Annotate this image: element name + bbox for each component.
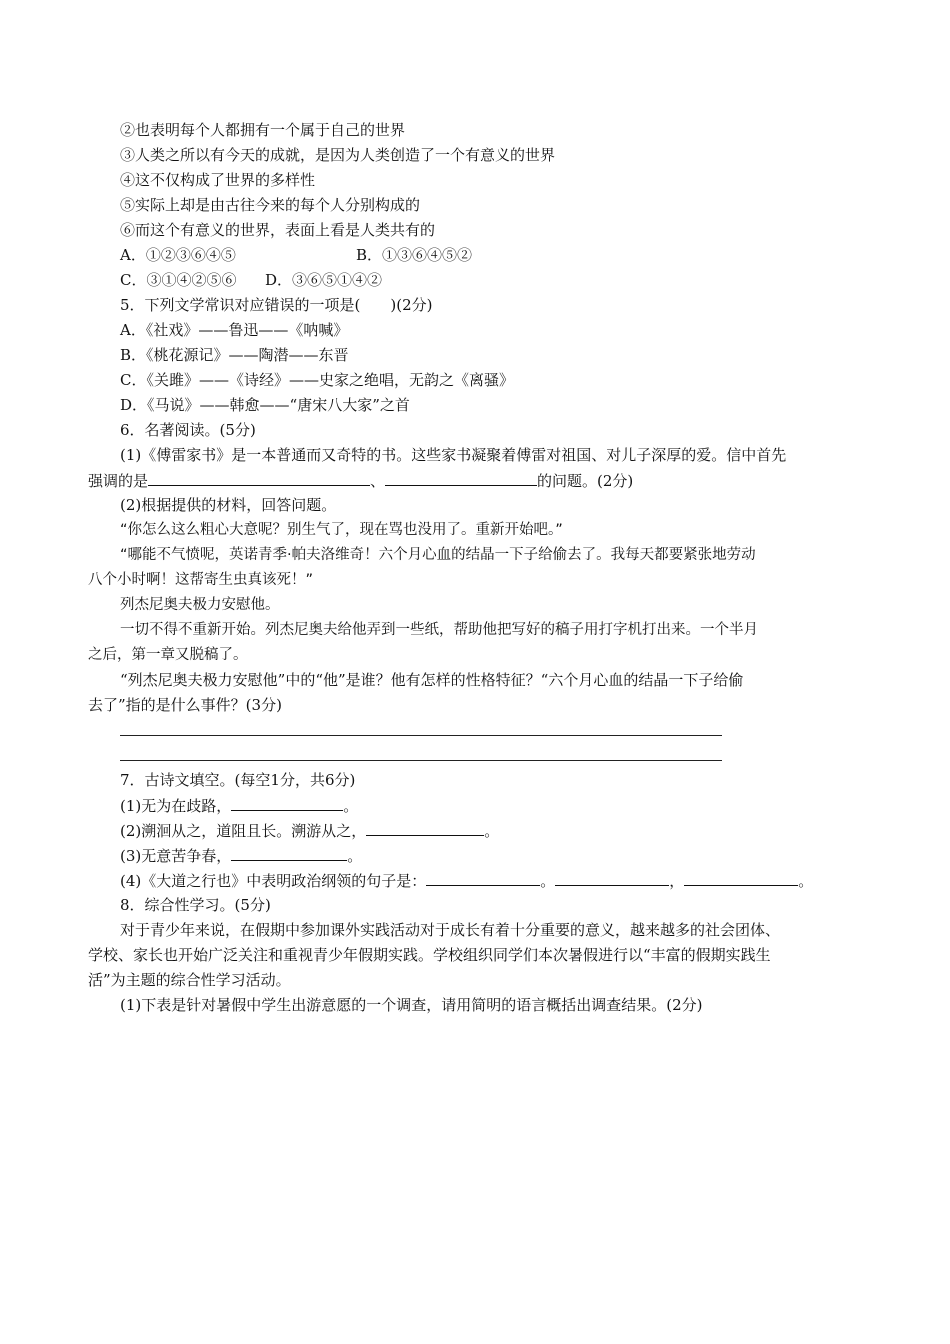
q7-line-4-end: 。 [798, 872, 814, 890]
q7-blank-3[interactable] [231, 845, 347, 861]
q6-quote-4-line1: 一切不得不重新开始。列杰尼奥夫给他弄到一些纸，帮助他把写好的稿子用打字机打出来。一个半月 [120, 622, 758, 638]
q6-answer-blank-1[interactable] [148, 470, 370, 486]
q7-line-2 [120, 820, 499, 840]
q7-line-1-text: (1)无为在歧路， [120, 797, 232, 815]
q5-stem: 5．下列文学常识对应错误的一项是( )(2分) [120, 296, 433, 314]
q7-line-3 [120, 845, 362, 865]
q7-blank-5[interactable] [555, 870, 669, 886]
q7-line-2-text: (2)溯洄从之，道阻且长。溯游从之， [120, 822, 367, 840]
q6-part1-line2 [88, 470, 633, 490]
q6-answer-blank-2[interactable] [385, 470, 537, 486]
q8-para-line2: 学校、家长也开始广泛关注和重视青少年假期实践。学校组织同学们本次暑假进行以“丰富的假期实践生 [88, 946, 771, 964]
q5-option-a: A．《社戏》——鲁迅——《呐喊》 [120, 321, 349, 339]
q7-line-3-text: (3)无意苦争春， [120, 847, 232, 865]
q6-quote-1: “你怎么这么粗心大意呢？别生气了，现在骂也没用了。重新开始吧。” [120, 522, 563, 538]
q6-part1-pre: 强调的是 [88, 472, 149, 490]
q7-line-1-end: 。 [343, 797, 359, 815]
q8-stem: 8．综合性学习。(5分) [120, 896, 271, 914]
q5-option-c: C．《关雎》——《诗经》——史家之绝唱，无韵之《离骚》 [120, 371, 514, 389]
q4-option-c: C．③①④②⑤⑥ [120, 271, 237, 289]
q6-quote-2-line2: 八个小时啊！这帮寄生虫真该死！” [88, 572, 314, 588]
q8-para-line3: 活”为主题的综合性学习活动。 [88, 971, 291, 989]
q7-blank-6[interactable] [684, 870, 798, 886]
q7-blank-2[interactable] [366, 820, 484, 836]
q7-line-4-sep1: 。 [540, 872, 556, 890]
q8-para-line1: 对于青少年来说，在假期中参加课外实践活动对于成长有着十分重要的意义，越来越多的社会团体、 [120, 921, 781, 939]
q7-line-2-end: 。 [484, 822, 500, 840]
q6-answer-line-1[interactable] [120, 735, 722, 736]
q7-blank-4[interactable] [426, 870, 540, 886]
q6-ask-line1: “列杰尼奥夫极力安慰他”中的“他”是谁？他有怎样的性格特征？“六个月心血的结晶一下子给偷 [120, 671, 744, 689]
q6-quote-3: 列杰尼奥夫极力安慰他。 [120, 597, 280, 613]
q6-quote-2-line1: “哪能不气愤呢，英诺青季·帕夫洛维奇！六个月心血的结晶一下子给偷去了。我每天都要紧张地劳动 [120, 547, 756, 563]
q7-line-3-end: 。 [347, 847, 363, 865]
q4-option-a: A．①②③⑥④⑤ [120, 246, 236, 264]
q7-line-1 [120, 795, 358, 815]
q6-part2: (2)根据提供的材料，回答问题。 [120, 496, 337, 514]
q4-item-4: ④这不仅构成了世界的多样性 [120, 171, 316, 189]
q4-item-6: ⑥而这个有意义的世界，表面上看是人类共有的 [120, 221, 436, 239]
q7-line-4-sep2: ， [669, 872, 685, 890]
q4-item-2: ②也表明每个人都拥有一个属于自己的世界 [120, 121, 406, 139]
q6-stem: 6．名著阅读。(5分) [120, 421, 256, 439]
q6-part1-line1: (1)《傅雷家书》是一本普通而又奇特的书。这些家书凝聚着傅雷对祖国、对儿子深厚的爱。信中首先 [120, 446, 787, 464]
q7-stem: 7．古诗文填空。(每空1分，共6分) [120, 771, 356, 789]
q4-item-5: ⑤实际上却是由古往今来的每个人分别构成的 [120, 196, 421, 214]
q6-quote-4-line2: 之后，第一章又脱稿了。 [88, 647, 248, 663]
q4-option-b: B．①③⑥④⑤② [356, 246, 473, 264]
q4-option-d: D．③⑥⑤①④② [265, 271, 383, 289]
q7-blank-1[interactable] [231, 795, 343, 811]
q6-answer-line-2[interactable] [120, 760, 722, 761]
q8-sub-question-1: (1)下表是针对暑假中学生出游意愿的一个调查，请用简明的语言概括出调查结果。(2分) [120, 996, 703, 1014]
q6-part1-mid: 、 [370, 472, 386, 490]
q6-part1-post: 的问题。(2分) [537, 472, 634, 490]
q7-line-4-text: (4)《大道之行也》中表明政治纲领的句子是： [120, 872, 427, 890]
q5-option-b: B．《桃花源记》——陶潜——东晋 [120, 346, 349, 364]
q4-item-3: ③人类之所以有今天的成就，是因为人类创造了一个有意义的世界 [120, 146, 556, 164]
q5-option-d: D．《马说》——韩愈——“唐宋八大家”之首 [120, 396, 410, 414]
q6-ask-line2: 去了”指的是什么事件？(3分) [88, 696, 282, 714]
q7-line-4 [120, 870, 813, 890]
